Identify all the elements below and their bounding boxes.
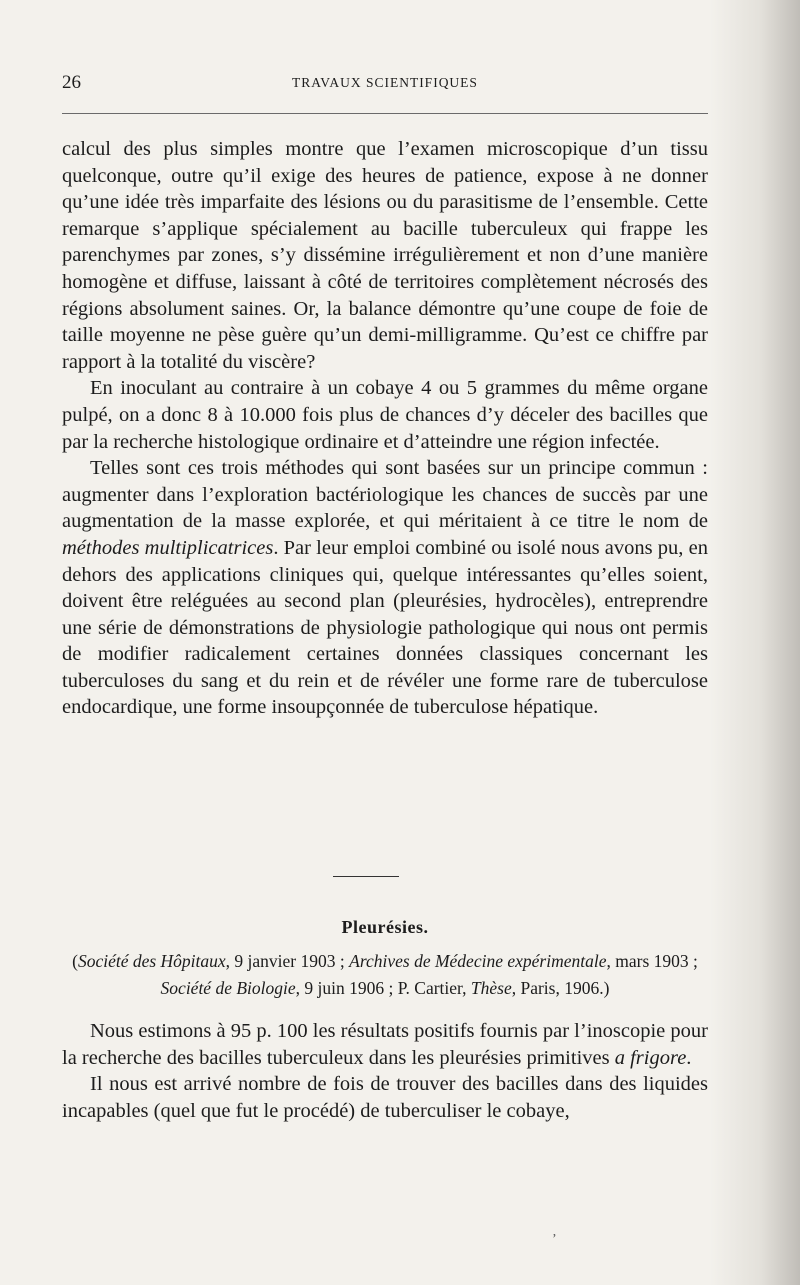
- stray-mark: ’: [552, 1232, 557, 1247]
- body-text: [62, 136, 708, 721]
- citation-source-1: Société des Hôpitaux: [77, 951, 226, 971]
- page-edge-shadow: [710, 0, 800, 1285]
- paragraph-5: Il nous est arrivé nombre de fois de trouver des bacilles dans des liquides incapables (quel que fut le procédé) de tuberculiser le cobaye,: [62, 1073, 708, 1122]
- paragraph-4: [62, 1018, 708, 1071]
- page-number: 26: [62, 72, 81, 93]
- citation-date-2: , mars 1903 ;: [606, 951, 698, 971]
- citation-source-3: Société de Biologie: [160, 978, 296, 998]
- paragraph-4-italic: a frigore: [614, 1046, 687, 1069]
- paragraph-3: [62, 455, 708, 721]
- paragraph-4-text: Nous estimons à 95 p. 100 les résultats positifs fournis par l’inoscopie pour la recherche des bacilles tuberculeux dans les pleurésies primitives: [62, 1020, 708, 1069]
- page-header: [62, 72, 708, 94]
- citation-source-4: Thèse: [470, 978, 512, 998]
- citation-date-3: , 9 juin 1906 ; P. Cartier,: [295, 978, 471, 998]
- citation-date-4: , Paris, 1906.): [511, 978, 610, 998]
- header-rule: [62, 113, 708, 114]
- section-body-text: [62, 1018, 708, 1124]
- paragraph-3-italic: méthodes multiplicatrices: [62, 536, 274, 559]
- running-title: TRAVAUX SCIENTIFIQUES: [292, 75, 478, 90]
- section-citation: [62, 948, 708, 1002]
- paragraph-3-text-a: Telles sont ces trois méthodes qui sont basées sur un principe commun : augmenter dans l’exploration bactériologique les chances de succès par une augmentation de la masse explorée, et qui méritaient à ce titre le nom de: [62, 457, 708, 533]
- paragraph-4-end: .: [686, 1046, 692, 1069]
- citation-open: (: [72, 951, 78, 971]
- paragraph-2: En inoculant au contraire à un cobaye 4 ou 5 grammes du même organe pulpé, on a donc 8 à 10.000 fois plus de chances d’y déceler des bacilles que par la recherche histologique ordinaire et d’atteindre une région infectée.: [62, 377, 708, 453]
- paragraph-1: calcul des plus simples montre que l’examen microscopique d’un tissu quelconque, outre qu’il exige des heures de patience, expose à ne donner qu’une idée très imparfaite des lésions ou du parasitisme de l’ensemble. Cette remarque s’applique spécialement au bacille tuberculeux qui frappe les parenchymes par zones, s’y dissémine irrégulièrement et non d’une manière homogène et diffuse, laissant à côté de territoires complètement nécrosés des régions absolument saines. Or, la balance démontre qu’une coupe de foie de taille moyenne ne pèse guère qu’un demi-milligramme. Qu’est ce chiffre par rapport à la totalité du viscère?: [62, 138, 708, 373]
- paragraph-3-text-b: . Par leur emploi combiné ou isolé nous avons pu, en dehors des applications cliniques qui, quelque intéressantes qu’elles soient, doivent être reléguées au second plan (pleurésies, hydrocèles), entreprendre une série de démonstrations de physiologie pathologique qui nous ont permis de modifier radicalement certaines données classiques concernant les tuberculoses du sang et du rein et de révéler une forme rare de tuberculose endocardique, une forme insoupçonnée de tuberculose hépatique.: [62, 536, 708, 719]
- citation-date-1: , 9 janvier 1903 ;: [225, 951, 350, 971]
- citation-source-2: Archives de Médecine expérimentale: [349, 951, 607, 971]
- section-divider: [333, 876, 399, 877]
- section-heading: Pleurésies.: [341, 917, 429, 937]
